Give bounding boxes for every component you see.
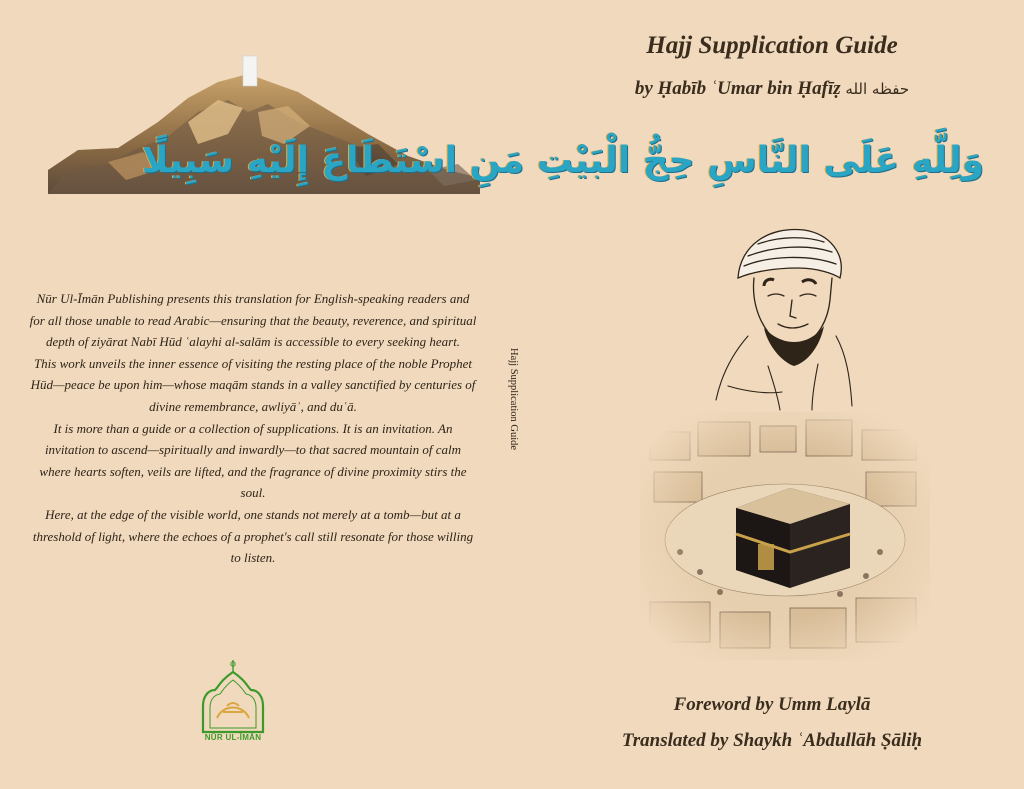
blurb-paragraph-3: It is more than a guide or a collection of supplications. It is an invitation. An invitation to ascend—spiritually and inwardly—to that sacred mountain of calm where hearts soften, veils are lifted, and the fragrance of divine proximity stirs the soul. xyxy=(39,420,467,501)
author-byline xyxy=(520,78,1024,100)
blurb-paragraph-1: Nūr Ul-Īmān Publishing presents this translation for English-speaking readers and for all those unable to read Arabic—ensuring that the beauty, reverence, and spiritual depth of ziyārat Nabī Hūd ʿalayhi al-salām is accessible to every seeking heart. xyxy=(29,291,477,350)
author-honorific-arabic: حفظه الله xyxy=(845,80,910,98)
quran-verse-calligraphy: وَلِلَّهِ عَلَى النَّاسِ حِجُّ الْبَيْتِ مَنِ اسْتَطَاعَ إِلَيْهِ سَبِيلًا xyxy=(141,140,984,181)
back-cover xyxy=(0,0,500,789)
author-name: by Ḥabīb ʿUmar bin Ḥafīẓ xyxy=(634,78,841,99)
publisher-logo-text: NŪR UL-ĪMĀN xyxy=(204,733,262,742)
translator-credit: Translated by Shaykh ʿAbdullāh Ṣāliḥ xyxy=(621,730,923,751)
kaaba-illustration xyxy=(640,412,930,660)
blurb-paragraph-4: Here, at the edge of the visible world, one stands not merely at a tomb—but at a threshold of light, where the echoes of a prophet's call still resonate for those willing to listen. xyxy=(32,506,474,566)
foreword-credit: Foreword by Umm Laylā xyxy=(673,694,871,715)
scholar-portrait-sketch xyxy=(708,216,856,412)
spine-title: Hajj Supplication Guide xyxy=(508,348,519,451)
blurb-paragraph-2: This work unveils the inner essence of visiting the resting place of the noble Prophet Hūd—peace be upon him—whose maqām stands in a valley sanctified by centuries of divine remembrance, awliyāʾ, and duʿā. xyxy=(30,355,476,414)
back-cover-blurb xyxy=(28,288,478,569)
book-title: Hajj Supplication Guide xyxy=(646,32,898,59)
